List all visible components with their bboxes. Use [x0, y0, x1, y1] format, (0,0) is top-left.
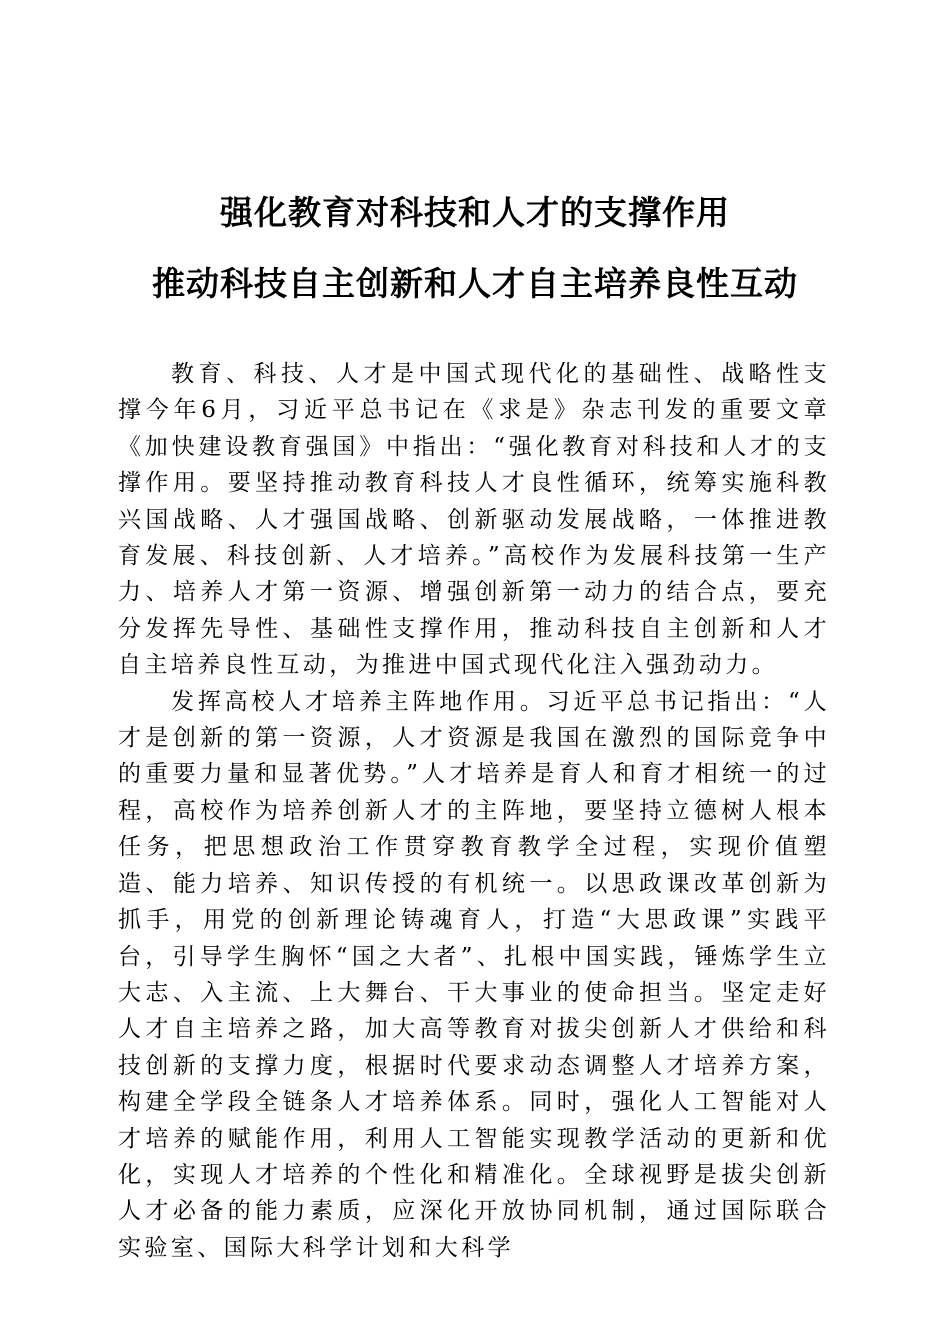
paragraph-2: 发挥高校人才培养主阵地作用。习近平总书记指出：“人才是创新的第一资源，人才资源是我国在激烈的国际竞争中的重要力量和显著优势。”人才培养是育人和育才相统一的过程，高校作为培养创新人才的主阵地，要坚持立德树人根本任务，把思想政治工作贯穿教育教学全过程，实现价值塑造、能力培养、知识传授的有机统一。以思政课改革创新为抓手，用党的创新理论铸魂育人，打造“大思政课”实践平台，引导学生胸怀“国之大者”、扎根中国实践，锤炼学生立大志、入主流、上大舞台、干大事业的使命担当。坚定走好人才自主培养之路，加大高等教育对拔尖创新人才供给和科技创新的支撑力度，根据时代要求动态调整人才培养方案，构建全学段全链条人才培养体系。同时，强化人工智能对人才培养的赋能作用，利用人工智能实现教学活动的更新和优化，实现人才培养的个性化和精准化。全球视野是拔尖创新人才必备的能力素质，应深化开放协同机制，通过国际联合实验室、国际大科学计划和大科学	[118, 688, 830, 1261]
document-body	[118, 356, 830, 1266]
document-title-line-2: 推动科技自主创新和人才自主培养良性互动	[152, 264, 798, 303]
title-block	[0, 193, 950, 304]
document-title-line-1: 强化教育对科技和人才的支撑作用	[220, 193, 730, 232]
paragraph-1: 教育、科技、人才是中国式现代化的基础性、战略性支撑今年6月，习近平总书记在《求是》杂志刊发的重要文章《加快建设教育强国》中指出：“强化教育对科技和人才的支撑作用。要坚持推动教育科技人才良性循环，统筹实施科教兴国战略、人才强国战略、创新驱动发展战略，一体推进教育发展、科技创新、人才培养。”高校作为发展科技第一生产力、培养人才第一资源、增强创新第一动力的结合点，要充分发挥先导性、基础性支撑作用，推动科技自主创新和人才自主培养良性互动，为推进中国式现代化注入强劲动力。	[118, 361, 830, 679]
